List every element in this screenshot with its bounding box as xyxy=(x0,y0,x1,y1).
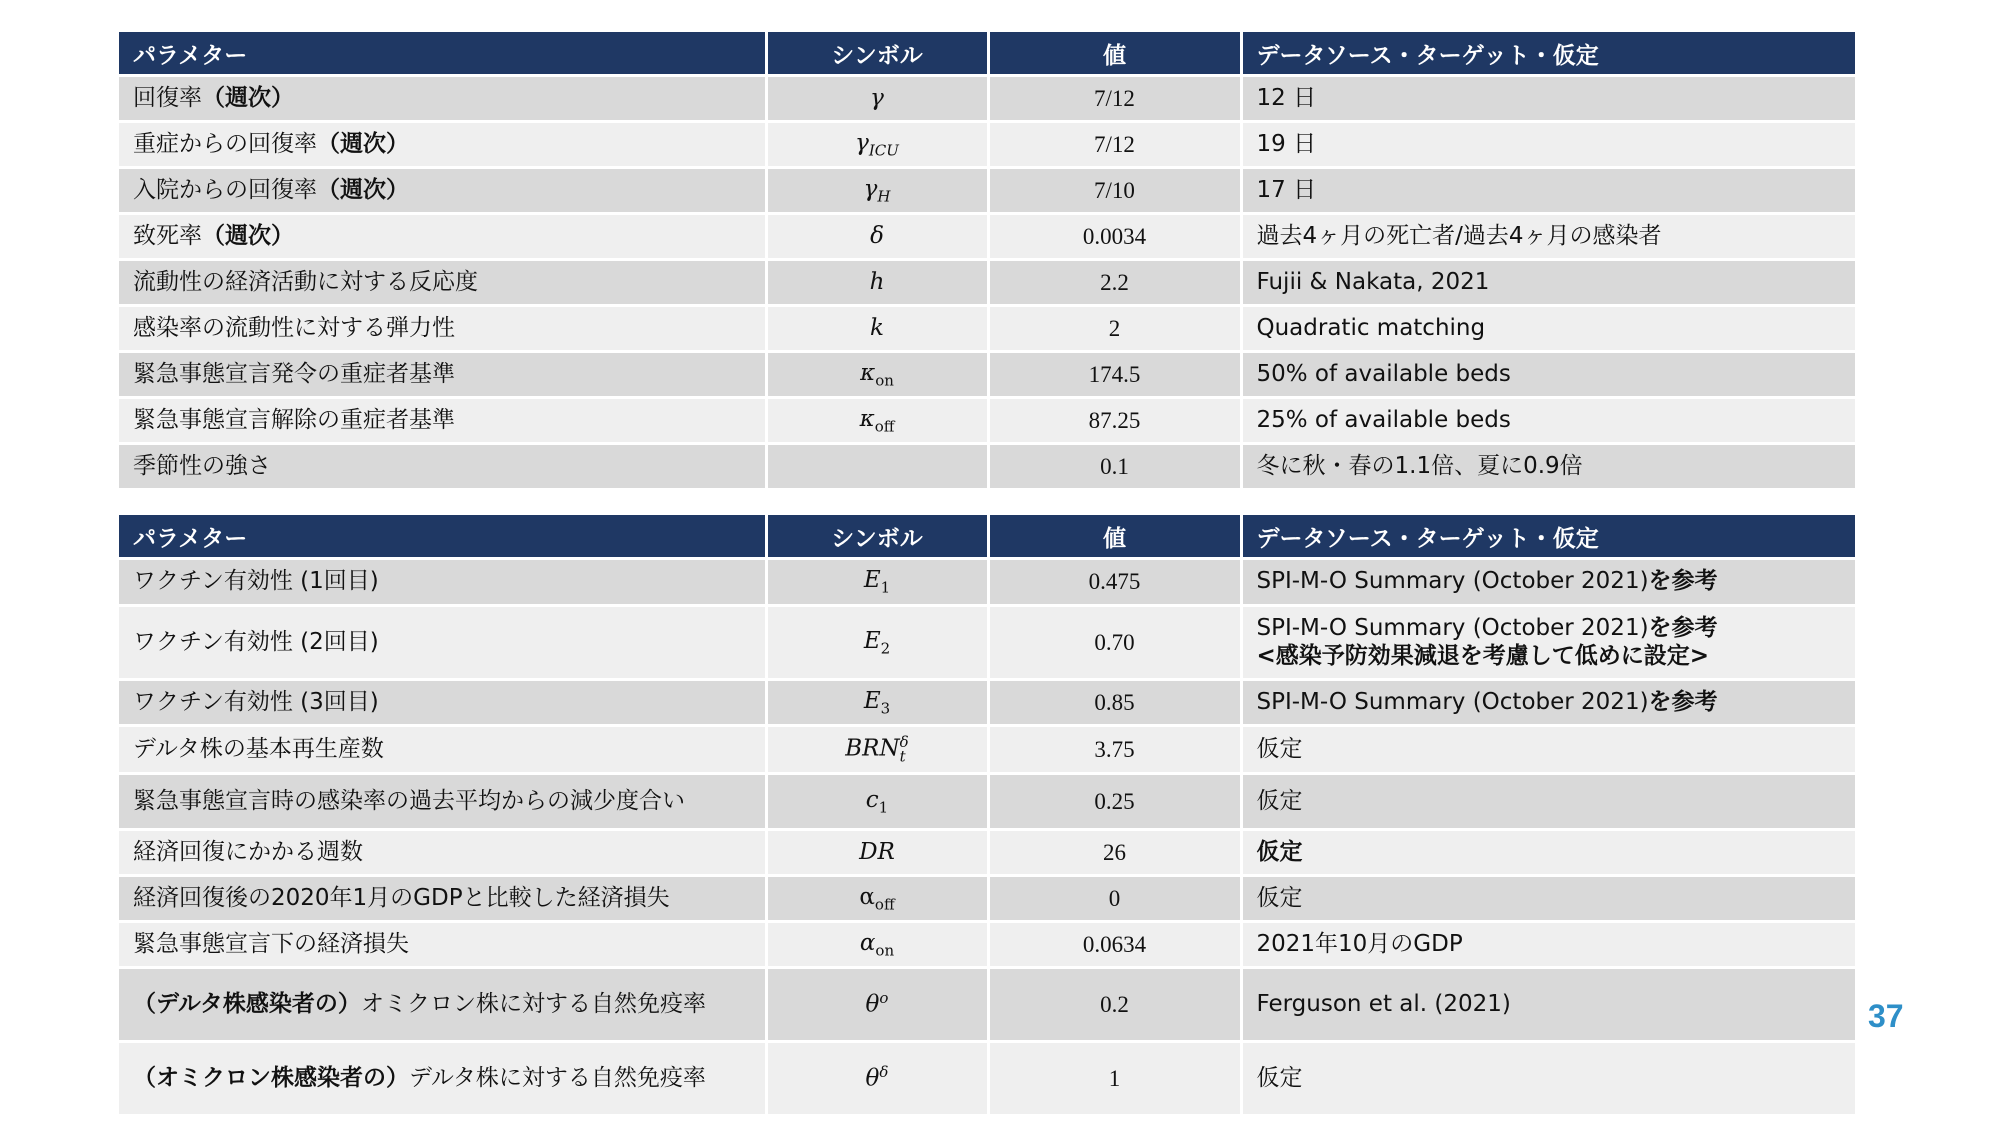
value-cell: 0.2 xyxy=(988,968,1241,1042)
symbol-cell: $\theta^o$ xyxy=(766,968,988,1042)
value-cell: 0.0034 xyxy=(988,214,1241,260)
source-cell: SPI-M-O Summary (October 2021)を参考 xyxy=(1241,680,1856,726)
table-row xyxy=(119,1042,1856,1116)
table-row xyxy=(119,774,1856,830)
table-header-row xyxy=(119,32,1856,76)
table-row xyxy=(119,680,1856,726)
table-row xyxy=(119,214,1856,260)
table-row xyxy=(119,559,1856,606)
symbol-cell: $BRN_t^\delta$ xyxy=(766,726,988,774)
header-parameter: パラメター xyxy=(119,32,766,76)
source-cell: 25% of available beds xyxy=(1241,398,1856,444)
table-row xyxy=(119,830,1856,876)
param-cell: （デルタ株感染者の）オミクロン株に対する自然免疫率 xyxy=(119,968,766,1042)
value-cell: 1 xyxy=(988,1042,1241,1116)
header-symbol: シンボル xyxy=(766,32,988,76)
value-cell: 0.0634 xyxy=(988,922,1241,968)
value-cell: 2.2 xyxy=(988,260,1241,306)
source-cell: 50% of available beds xyxy=(1241,352,1856,398)
table-row xyxy=(119,444,1856,490)
param-cell: （オミクロン株感染者の）デルタ株に対する自然免疫率 xyxy=(119,1042,766,1116)
symbol-cell: $\kappa_{on}$ xyxy=(766,352,988,398)
param-cell: 緊急事態宣言解除の重症者基準 xyxy=(119,398,766,444)
value-cell: 0.70 xyxy=(988,606,1241,680)
parameter-table-1 xyxy=(119,32,1858,491)
value-cell: 0 xyxy=(988,876,1241,922)
value-cell: 0.475 xyxy=(988,559,1241,606)
source-cell: 冬に秋・春の1.1倍、夏に0.9倍 xyxy=(1241,444,1856,490)
source-cell: Quadratic matching xyxy=(1241,306,1856,352)
param-cell: デルタ株の基本再生産数 xyxy=(119,726,766,774)
symbol-cell: DR xyxy=(766,830,988,876)
source-cell: 17 日 xyxy=(1241,168,1856,214)
source-cell: 12 日 xyxy=(1241,76,1856,122)
param-cell: 流動性の経済活動に対する反応度 xyxy=(119,260,766,306)
table-row xyxy=(119,606,1856,680)
header-source: データソース・ターゲット・仮定 xyxy=(1241,32,1856,76)
param-cell: 経済回復にかかる週数 xyxy=(119,830,766,876)
value-cell: 174.5 xyxy=(988,352,1241,398)
param-cell: ワクチン有効性 (2回目) xyxy=(119,606,766,680)
symbol-cell: h xyxy=(766,260,988,306)
table-row xyxy=(119,922,1856,968)
symbol-cell: $\gamma_{ICU}$ xyxy=(766,122,988,168)
source-cell: SPI-M-O Summary (October 2021)を参考 xyxy=(1241,559,1856,606)
value-cell: 3.75 xyxy=(988,726,1241,774)
source-cell: 仮定 xyxy=(1241,876,1856,922)
param-cell: 緊急事態宣言下の経済損失 xyxy=(119,922,766,968)
param-cell: 経済回復後の2020年1月のGDPと比較した経済損失 xyxy=(119,876,766,922)
table-row xyxy=(119,168,1856,214)
page-number: 37 xyxy=(1868,998,1904,1034)
param-cell: 緊急事態宣言時の感染率の過去平均からの減少度合い xyxy=(119,774,766,830)
param-cell: ワクチン有効性 (1回目) xyxy=(119,559,766,606)
source-cell: Ferguson et al. (2021) xyxy=(1241,968,1856,1042)
param-cell: 回復率（週次） xyxy=(119,76,766,122)
table-row xyxy=(119,122,1856,168)
symbol-cell: $\kappa_{off}$ xyxy=(766,398,988,444)
symbol-cell xyxy=(766,444,988,490)
value-cell: 0.25 xyxy=(988,774,1241,830)
param-cell: 入院からの回復率（週次） xyxy=(119,168,766,214)
source-cell: 仮定 xyxy=(1241,726,1856,774)
table-row xyxy=(119,876,1856,922)
source-cell: 19 日 xyxy=(1241,122,1856,168)
value-cell: 7/12 xyxy=(988,122,1241,168)
symbol-cell: k xyxy=(766,306,988,352)
symbol-cell: $\alpha_{on}$ xyxy=(766,922,988,968)
source-cell: 過去4ヶ月の死亡者/過去4ヶ月の感染者 xyxy=(1241,214,1856,260)
param-cell: ワクチン有効性 (3回目) xyxy=(119,680,766,726)
symbol-cell: $c_1$ xyxy=(766,774,988,830)
parameter-table-2 xyxy=(119,515,1858,1117)
value-cell: 7/12 xyxy=(988,76,1241,122)
param-cell: 致死率（週次） xyxy=(119,214,766,260)
header-value: 値 xyxy=(988,515,1241,559)
header-value: 値 xyxy=(988,32,1241,76)
param-cell: 感染率の流動性に対する弾力性 xyxy=(119,306,766,352)
value-cell: 0.85 xyxy=(988,680,1241,726)
table-header-row xyxy=(119,515,1856,559)
header-source: データソース・ターゲット・仮定 xyxy=(1241,515,1856,559)
symbol-cell: $\gamma_H$ xyxy=(766,168,988,214)
value-cell: 7/10 xyxy=(988,168,1241,214)
table-row xyxy=(119,398,1856,444)
source-cell: 仮定 xyxy=(1241,1042,1856,1116)
value-cell: 0.1 xyxy=(988,444,1241,490)
table-row xyxy=(119,260,1856,306)
source-cell: SPI-M-O Summary (October 2021)を参考 <感染予防効果減退を考慮して低めに設定> xyxy=(1241,606,1856,680)
value-cell: 26 xyxy=(988,830,1241,876)
table-row xyxy=(119,76,1856,122)
symbol-cell: γ xyxy=(766,76,988,122)
table-row xyxy=(119,352,1856,398)
symbol-cell: $E_1$ xyxy=(766,559,988,606)
value-cell: 2 xyxy=(988,306,1241,352)
table-row xyxy=(119,726,1856,774)
param-cell: 重症からの回復率（週次） xyxy=(119,122,766,168)
table-row xyxy=(119,306,1856,352)
param-cell: 季節性の強さ xyxy=(119,444,766,490)
symbol-cell: $E_3$ xyxy=(766,680,988,726)
header-parameter: パラメター xyxy=(119,515,766,559)
header-symbol: シンボル xyxy=(766,515,988,559)
param-cell: 緊急事態宣言発令の重症者基準 xyxy=(119,352,766,398)
source-cell: 仮定 xyxy=(1241,774,1856,830)
source-cell: 仮定 xyxy=(1241,830,1856,876)
table-row xyxy=(119,968,1856,1042)
symbol-cell: $\theta^\delta$ xyxy=(766,1042,988,1116)
source-cell: 2021年10月のGDP xyxy=(1241,922,1856,968)
symbol-cell: $E_2$ xyxy=(766,606,988,680)
symbol-cell: $\alpha_{off}$ xyxy=(766,876,988,922)
symbol-cell: δ xyxy=(766,214,988,260)
source-cell: Fujii & Nakata, 2021 xyxy=(1241,260,1856,306)
value-cell: 87.25 xyxy=(988,398,1241,444)
